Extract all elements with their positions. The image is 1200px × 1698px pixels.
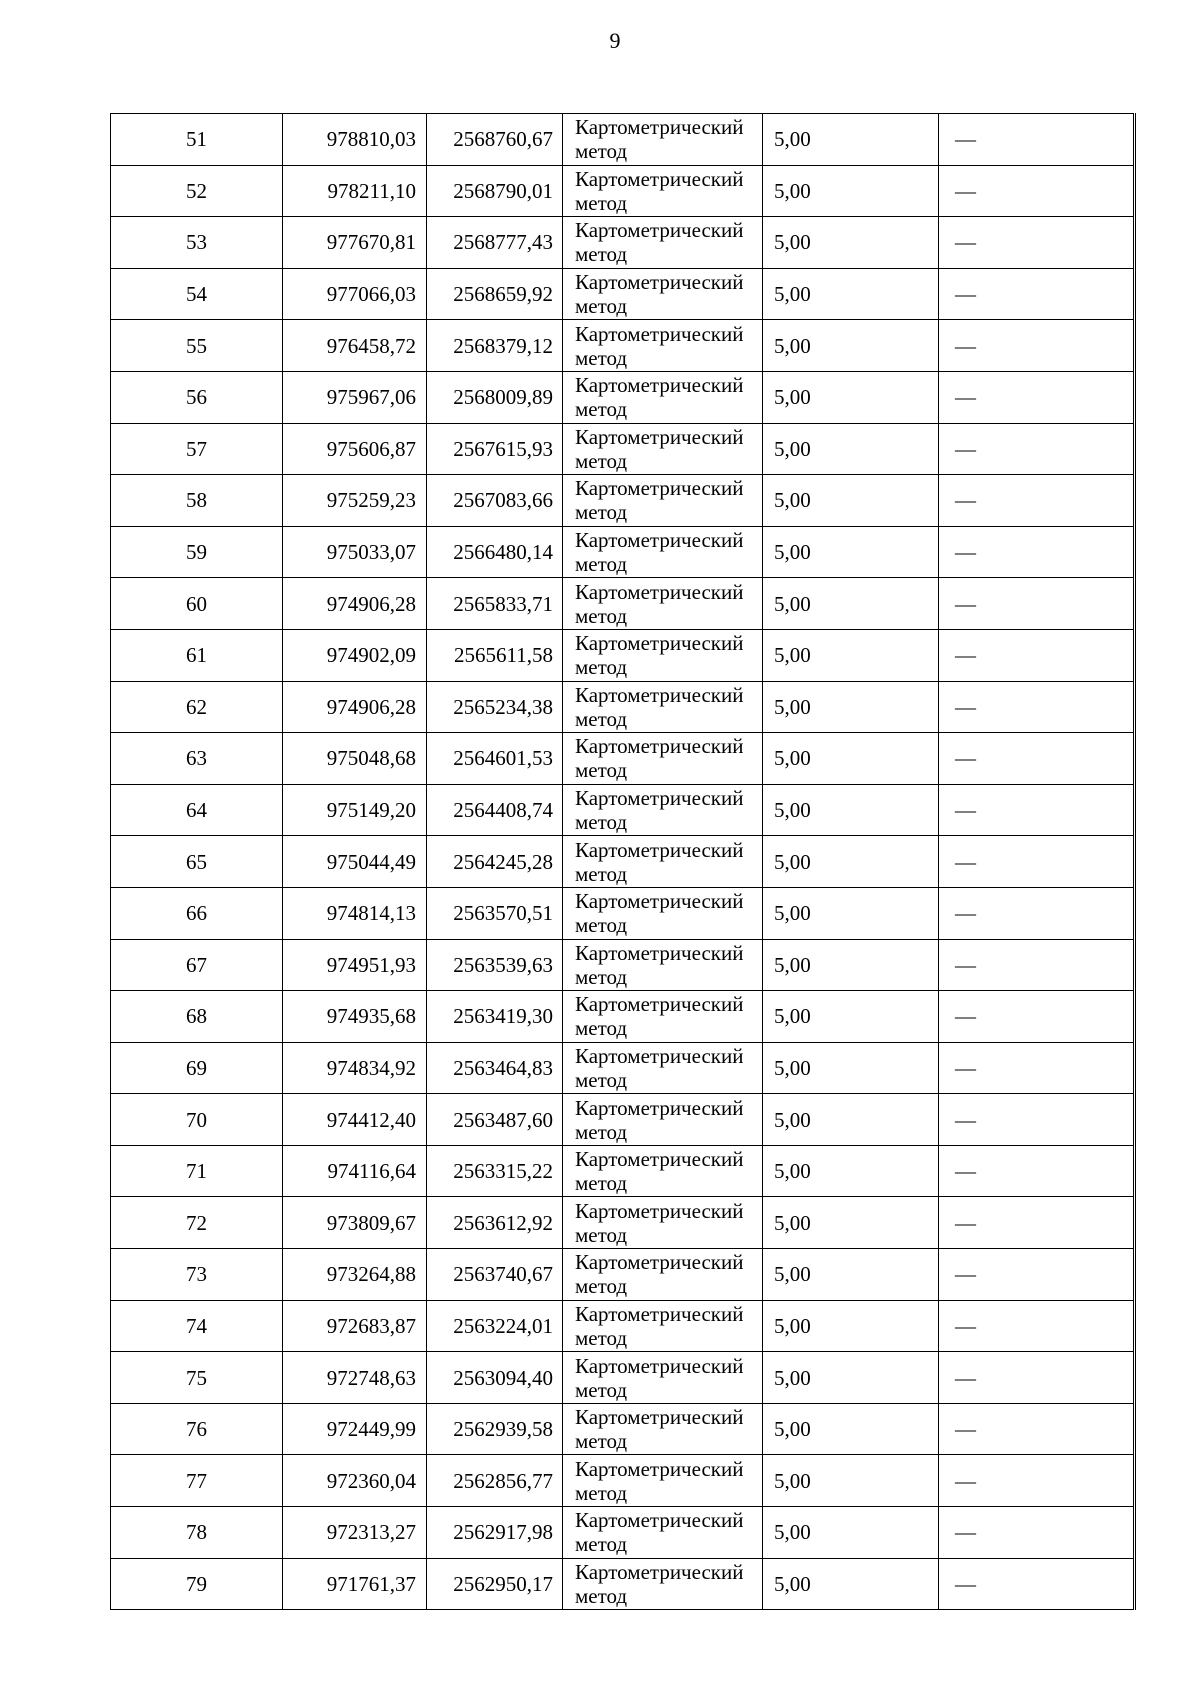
accuracy-cell: 5,00 bbox=[763, 836, 939, 888]
x-coordinate-cell: 972360,04 bbox=[283, 1455, 427, 1507]
table-row bbox=[111, 217, 1135, 269]
y-coordinate-cell: 2567083,66 bbox=[427, 475, 563, 527]
method-text: Картометрический метод bbox=[575, 1043, 744, 1092]
method-text: Картометрический метод bbox=[575, 786, 744, 835]
x-coordinate-cell: 975606,87 bbox=[283, 423, 427, 475]
method-cell bbox=[563, 939, 763, 991]
table-row bbox=[111, 887, 1135, 939]
x-coordinate-cell: 975967,06 bbox=[283, 371, 427, 423]
table-row bbox=[111, 939, 1135, 991]
description-cell: — bbox=[939, 1455, 1135, 1507]
point-number-cell: 54 bbox=[111, 268, 283, 320]
method-cell bbox=[563, 887, 763, 939]
point-number-cell: 57 bbox=[111, 423, 283, 475]
description-cell: — bbox=[939, 475, 1135, 527]
point-number-cell: 61 bbox=[111, 629, 283, 681]
y-coordinate-cell: 2564601,53 bbox=[427, 733, 563, 785]
accuracy-cell: 5,00 bbox=[763, 1507, 939, 1559]
method-cell bbox=[563, 1300, 763, 1352]
method-text: Картометрический метод bbox=[575, 734, 744, 783]
method-cell bbox=[563, 784, 763, 836]
point-number-cell: 58 bbox=[111, 475, 283, 527]
accuracy-cell: 5,00 bbox=[763, 1249, 939, 1301]
point-number-cell: 52 bbox=[111, 165, 283, 217]
method-text: Картометрический метод bbox=[575, 940, 744, 989]
x-coordinate-cell: 974951,93 bbox=[283, 939, 427, 991]
accuracy-cell: 5,00 bbox=[763, 268, 939, 320]
accuracy-cell: 5,00 bbox=[763, 423, 939, 475]
table-row bbox=[111, 1352, 1135, 1404]
method-cell bbox=[563, 371, 763, 423]
table-body bbox=[111, 114, 1135, 1610]
accuracy-cell: 5,00 bbox=[763, 1558, 939, 1610]
description-cell: — bbox=[939, 526, 1135, 578]
table-row bbox=[111, 114, 1135, 166]
table-row bbox=[111, 1403, 1135, 1455]
description-cell: — bbox=[939, 1094, 1135, 1146]
x-coordinate-cell: 977670,81 bbox=[283, 217, 427, 269]
accuracy-cell: 5,00 bbox=[763, 887, 939, 939]
method-cell bbox=[563, 217, 763, 269]
point-number-cell: 69 bbox=[111, 1042, 283, 1094]
accuracy-cell: 5,00 bbox=[763, 371, 939, 423]
description-cell: — bbox=[939, 423, 1135, 475]
method-cell bbox=[563, 1249, 763, 1301]
description-cell: — bbox=[939, 1300, 1135, 1352]
point-number-cell: 74 bbox=[111, 1300, 283, 1352]
accuracy-cell: 5,00 bbox=[763, 1145, 939, 1197]
y-coordinate-cell: 2562917,98 bbox=[427, 1507, 563, 1559]
method-text: Картометрический метод bbox=[575, 1147, 744, 1196]
method-text: Картометрический метод bbox=[575, 579, 744, 628]
y-coordinate-cell: 2562950,17 bbox=[427, 1558, 563, 1610]
accuracy-cell: 5,00 bbox=[763, 1197, 939, 1249]
y-coordinate-cell: 2565234,38 bbox=[427, 681, 563, 733]
point-number-cell: 72 bbox=[111, 1197, 283, 1249]
point-number-cell: 64 bbox=[111, 784, 283, 836]
accuracy-cell: 5,00 bbox=[763, 784, 939, 836]
point-number-cell: 59 bbox=[111, 526, 283, 578]
table-row bbox=[111, 1558, 1135, 1610]
point-number-cell: 66 bbox=[111, 887, 283, 939]
method-text: Картометрический метод bbox=[575, 837, 744, 886]
description-cell: — bbox=[939, 887, 1135, 939]
y-coordinate-cell: 2563740,67 bbox=[427, 1249, 563, 1301]
y-coordinate-cell: 2563487,60 bbox=[427, 1094, 563, 1146]
point-number-cell: 51 bbox=[111, 114, 283, 166]
accuracy-cell: 5,00 bbox=[763, 629, 939, 681]
table-row bbox=[111, 1042, 1135, 1094]
table-row bbox=[111, 1249, 1135, 1301]
y-coordinate-cell: 2565833,71 bbox=[427, 578, 563, 630]
description-cell: — bbox=[939, 1558, 1135, 1610]
description-cell: — bbox=[939, 165, 1135, 217]
method-text: Картометрический метод bbox=[575, 1198, 744, 1247]
method-cell bbox=[563, 1197, 763, 1249]
y-coordinate-cell: 2564245,28 bbox=[427, 836, 563, 888]
table-row bbox=[111, 371, 1135, 423]
accuracy-cell: 5,00 bbox=[763, 1042, 939, 1094]
x-coordinate-cell: 972449,99 bbox=[283, 1403, 427, 1455]
description-cell: — bbox=[939, 681, 1135, 733]
y-coordinate-cell: 2563539,63 bbox=[427, 939, 563, 991]
method-cell bbox=[563, 320, 763, 372]
x-coordinate-cell: 974902,09 bbox=[283, 629, 427, 681]
accuracy-cell: 5,00 bbox=[763, 114, 939, 166]
x-coordinate-cell: 975149,20 bbox=[283, 784, 427, 836]
accuracy-cell: 5,00 bbox=[763, 578, 939, 630]
x-coordinate-cell: 974412,40 bbox=[283, 1094, 427, 1146]
table-row bbox=[111, 1197, 1135, 1249]
x-coordinate-cell: 976458,72 bbox=[283, 320, 427, 372]
y-coordinate-cell: 2568379,12 bbox=[427, 320, 563, 372]
method-cell bbox=[563, 1403, 763, 1455]
point-number-cell: 55 bbox=[111, 320, 283, 372]
method-text: Картометрический метод bbox=[575, 682, 744, 731]
x-coordinate-cell: 972313,27 bbox=[283, 1507, 427, 1559]
x-coordinate-cell: 978211,10 bbox=[283, 165, 427, 217]
method-cell bbox=[563, 1042, 763, 1094]
x-coordinate-cell: 974834,92 bbox=[283, 1042, 427, 1094]
method-text: Картометрический метод bbox=[575, 1456, 744, 1505]
point-number-cell: 73 bbox=[111, 1249, 283, 1301]
method-cell bbox=[563, 165, 763, 217]
description-cell: — bbox=[939, 217, 1135, 269]
method-text: Картометрический метод bbox=[575, 424, 744, 473]
y-coordinate-cell: 2563224,01 bbox=[427, 1300, 563, 1352]
point-number-cell: 79 bbox=[111, 1558, 283, 1610]
x-coordinate-cell: 972683,87 bbox=[283, 1300, 427, 1352]
method-text: Картометрический метод bbox=[575, 115, 744, 164]
point-number-cell: 75 bbox=[111, 1352, 283, 1404]
table-row bbox=[111, 836, 1135, 888]
accuracy-cell: 5,00 bbox=[763, 733, 939, 785]
method-text: Картометрический метод bbox=[575, 1301, 744, 1350]
y-coordinate-cell: 2563570,51 bbox=[427, 887, 563, 939]
description-cell: — bbox=[939, 371, 1135, 423]
table-row bbox=[111, 578, 1135, 630]
description-cell: — bbox=[939, 629, 1135, 681]
table-row bbox=[111, 475, 1135, 527]
point-number-cell: 56 bbox=[111, 371, 283, 423]
description-cell: — bbox=[939, 1042, 1135, 1094]
method-text: Картометрический метод bbox=[575, 889, 744, 938]
accuracy-cell: 5,00 bbox=[763, 475, 939, 527]
accuracy-cell: 5,00 bbox=[763, 991, 939, 1043]
table-row bbox=[111, 423, 1135, 475]
x-coordinate-cell: 973809,67 bbox=[283, 1197, 427, 1249]
table-row bbox=[111, 320, 1135, 372]
x-coordinate-cell: 977066,03 bbox=[283, 268, 427, 320]
y-coordinate-cell: 2568777,43 bbox=[427, 217, 563, 269]
accuracy-cell: 5,00 bbox=[763, 217, 939, 269]
method-cell bbox=[563, 991, 763, 1043]
point-number-cell: 60 bbox=[111, 578, 283, 630]
description-cell: — bbox=[939, 991, 1135, 1043]
x-coordinate-cell: 975033,07 bbox=[283, 526, 427, 578]
method-text: Картометрический метод bbox=[575, 631, 744, 680]
method-cell bbox=[563, 1352, 763, 1404]
method-text: Картометрический метод bbox=[575, 1250, 744, 1299]
table-row bbox=[111, 1094, 1135, 1146]
y-coordinate-cell: 2568009,89 bbox=[427, 371, 563, 423]
method-text: Картометрический метод bbox=[575, 1353, 744, 1402]
y-coordinate-cell: 2562939,58 bbox=[427, 1403, 563, 1455]
method-cell bbox=[563, 1145, 763, 1197]
method-cell bbox=[563, 475, 763, 527]
x-coordinate-cell: 975048,68 bbox=[283, 733, 427, 785]
y-coordinate-cell: 2563464,83 bbox=[427, 1042, 563, 1094]
accuracy-cell: 5,00 bbox=[763, 1094, 939, 1146]
description-cell: — bbox=[939, 836, 1135, 888]
method-cell bbox=[563, 1094, 763, 1146]
point-number-cell: 62 bbox=[111, 681, 283, 733]
table-row bbox=[111, 681, 1135, 733]
table-row bbox=[111, 1455, 1135, 1507]
method-cell bbox=[563, 526, 763, 578]
point-number-cell: 63 bbox=[111, 733, 283, 785]
table-row bbox=[111, 526, 1135, 578]
description-cell: — bbox=[939, 1197, 1135, 1249]
x-coordinate-cell: 974935,68 bbox=[283, 991, 427, 1043]
y-coordinate-cell: 2562856,77 bbox=[427, 1455, 563, 1507]
y-coordinate-cell: 2567615,93 bbox=[427, 423, 563, 475]
point-number-cell: 53 bbox=[111, 217, 283, 269]
accuracy-cell: 5,00 bbox=[763, 1455, 939, 1507]
description-cell: — bbox=[939, 733, 1135, 785]
method-text: Картометрический метод bbox=[575, 476, 744, 525]
accuracy-cell: 5,00 bbox=[763, 320, 939, 372]
point-number-cell: 70 bbox=[111, 1094, 283, 1146]
y-coordinate-cell: 2566480,14 bbox=[427, 526, 563, 578]
accuracy-cell: 5,00 bbox=[763, 1352, 939, 1404]
method-text: Картометрический метод bbox=[575, 270, 744, 319]
table-row bbox=[111, 629, 1135, 681]
x-coordinate-cell: 974906,28 bbox=[283, 578, 427, 630]
point-number-cell: 77 bbox=[111, 1455, 283, 1507]
x-coordinate-cell: 974906,28 bbox=[283, 681, 427, 733]
table-row bbox=[111, 268, 1135, 320]
method-cell bbox=[563, 578, 763, 630]
x-coordinate-cell: 974814,13 bbox=[283, 887, 427, 939]
y-coordinate-cell: 2563612,92 bbox=[427, 1197, 563, 1249]
y-coordinate-cell: 2568790,01 bbox=[427, 165, 563, 217]
x-coordinate-cell: 971761,37 bbox=[283, 1558, 427, 1610]
x-coordinate-cell: 978810,03 bbox=[283, 114, 427, 166]
table-row bbox=[111, 1145, 1135, 1197]
table-row bbox=[111, 991, 1135, 1043]
accuracy-cell: 5,00 bbox=[763, 526, 939, 578]
description-cell: — bbox=[939, 1507, 1135, 1559]
description-cell: — bbox=[939, 268, 1135, 320]
method-text: Картометрический метод bbox=[575, 1559, 744, 1608]
method-cell bbox=[563, 1558, 763, 1610]
method-text: Картометрический метод bbox=[575, 373, 744, 422]
y-coordinate-cell: 2568760,67 bbox=[427, 114, 563, 166]
accuracy-cell: 5,00 bbox=[763, 681, 939, 733]
point-number-cell: 67 bbox=[111, 939, 283, 991]
point-number-cell: 65 bbox=[111, 836, 283, 888]
y-coordinate-cell: 2565611,58 bbox=[427, 629, 563, 681]
y-coordinate-cell: 2568659,92 bbox=[427, 268, 563, 320]
method-text: Картометрический метод bbox=[575, 166, 744, 215]
accuracy-cell: 5,00 bbox=[763, 1403, 939, 1455]
description-cell: — bbox=[939, 1403, 1135, 1455]
y-coordinate-cell: 2563315,22 bbox=[427, 1145, 563, 1197]
x-coordinate-cell: 975259,23 bbox=[283, 475, 427, 527]
method-text: Картометрический метод bbox=[575, 1405, 744, 1454]
point-number-cell: 71 bbox=[111, 1145, 283, 1197]
description-cell: — bbox=[939, 1249, 1135, 1301]
method-cell bbox=[563, 836, 763, 888]
method-cell bbox=[563, 1507, 763, 1559]
method-cell bbox=[563, 268, 763, 320]
y-coordinate-cell: 2564408,74 bbox=[427, 784, 563, 836]
y-coordinate-cell: 2563419,30 bbox=[427, 991, 563, 1043]
table-row bbox=[111, 784, 1135, 836]
table-row bbox=[111, 165, 1135, 217]
accuracy-cell: 5,00 bbox=[763, 1300, 939, 1352]
accuracy-cell: 5,00 bbox=[763, 939, 939, 991]
description-cell: — bbox=[939, 114, 1135, 166]
method-cell bbox=[563, 114, 763, 166]
method-text: Картометрический метод bbox=[575, 992, 744, 1041]
method-cell bbox=[563, 681, 763, 733]
method-text: Картометрический метод bbox=[575, 321, 744, 370]
x-coordinate-cell: 973264,88 bbox=[283, 1249, 427, 1301]
page-number: 9 bbox=[609, 28, 621, 53]
method-cell bbox=[563, 629, 763, 681]
description-cell: — bbox=[939, 784, 1135, 836]
method-cell bbox=[563, 423, 763, 475]
x-coordinate-cell: 975044,49 bbox=[283, 836, 427, 888]
method-text: Картометрический метод bbox=[575, 218, 744, 267]
point-number-cell: 68 bbox=[111, 991, 283, 1043]
point-number-cell: 78 bbox=[111, 1507, 283, 1559]
description-cell: — bbox=[939, 320, 1135, 372]
x-coordinate-cell: 972748,63 bbox=[283, 1352, 427, 1404]
description-cell: — bbox=[939, 1352, 1135, 1404]
accuracy-cell: 5,00 bbox=[763, 165, 939, 217]
description-cell: — bbox=[939, 578, 1135, 630]
x-coordinate-cell: 974116,64 bbox=[283, 1145, 427, 1197]
description-cell: — bbox=[939, 1145, 1135, 1197]
method-cell bbox=[563, 1455, 763, 1507]
method-text: Картометрический метод bbox=[575, 1095, 744, 1144]
coordinates-table bbox=[110, 113, 1136, 1610]
table-row bbox=[111, 1507, 1135, 1559]
method-text: Картометрический метод bbox=[575, 528, 744, 577]
table-row bbox=[111, 1300, 1135, 1352]
point-number-cell: 76 bbox=[111, 1403, 283, 1455]
description-cell: — bbox=[939, 939, 1135, 991]
method-text: Картометрический метод bbox=[575, 1508, 744, 1557]
y-coordinate-cell: 2563094,40 bbox=[427, 1352, 563, 1404]
method-cell bbox=[563, 733, 763, 785]
table-row bbox=[111, 733, 1135, 785]
